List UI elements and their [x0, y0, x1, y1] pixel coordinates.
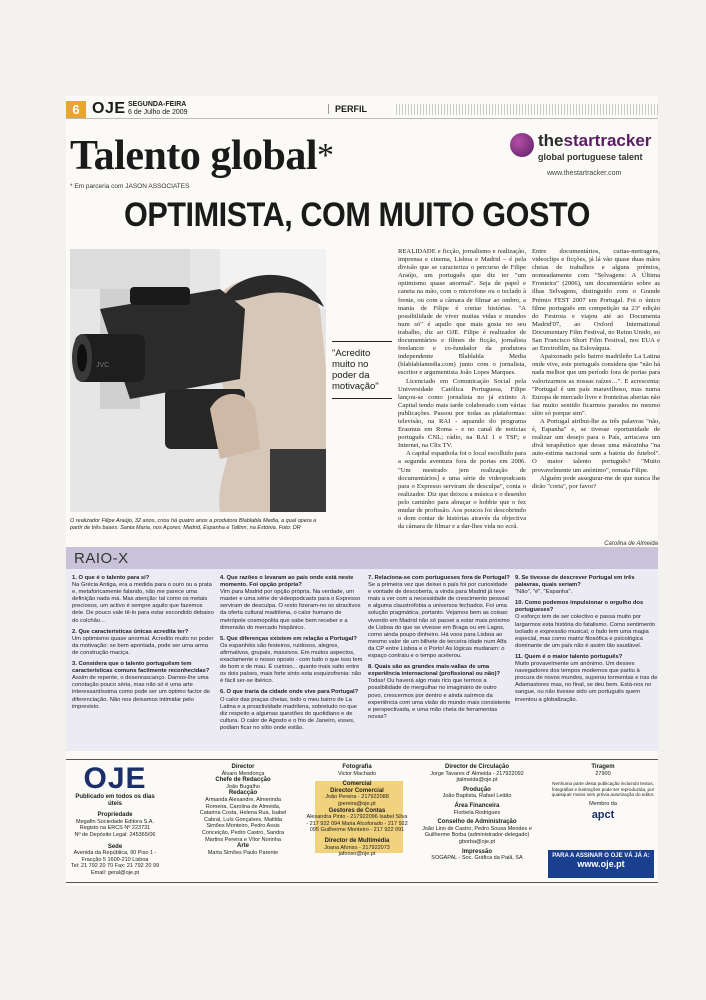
photo-credit: Foto: DR — [278, 525, 301, 531]
answer: Um optimismo quase anormal. Acredito muito no poder da motivação: se bem apontada, pode ser uma arma de construção maciça. — [72, 635, 214, 656]
answer: "Não", "é", "Espanha". — [515, 589, 573, 596]
issue-date — [128, 101, 188, 117]
subscribe-banner[interactable] — [548, 850, 654, 878]
comercial-heading: Comercial — [342, 781, 372, 788]
redaccao: Armanda Alexandre, Almerinda Romeira, Carolina de Almeida, Catarina Costa, Helena Rua, Isabel Cabral, Luís Gonçalves, Matilda Simões Monteiro, Pedro Assis Conceição, Pedro Castro, Sandra Martins Pereira e Vítor Norinha — [199, 796, 287, 843]
oje-masthead-logo: OJE — [83, 762, 147, 795]
gestores-heading: Gestores de Contas — [328, 807, 386, 814]
answer: Muito provavelmente um anónimo. Um desses navegadores dos tempos modernos que partiu à procura de novos mundos, superou tormentas e iras de Adamastores mas, no final, se deu bem. Está-nos no sangue, ou não tivesse sido um português quem inventou a globalização. — [515, 661, 658, 703]
email: Email: geral@oje.pt — [90, 869, 140, 876]
raio-x-column-4 — [515, 575, 658, 751]
erc-registry: Registo na ERCS Nº 223731 — [79, 825, 151, 832]
print: SOGAPAL - Soc. Gráfica da Paiã, SA — [431, 855, 523, 862]
weekday: SEGUNDA-FEIRA — [128, 101, 187, 108]
phone: Tel: 21 792 20 70 Fax: 21 792 20 99 — [70, 863, 160, 870]
paragraph: A Portugal atribui-lhe as três palavras "não, é, Espanha" e, se tivesse oportunidade de realizar um desejo para o País, arriscava um divã terapêutico que desse uma mãozinha "na auto-estima nacional sem a batota do futebol". O maior talento português? "Muito provavelmente um anónimo", remata Filipe. — [532, 417, 660, 474]
subscribe-label: PARA A ASSINAR O OJE VÁ JÁ A: — [552, 853, 650, 859]
article-column-2 — [532, 248, 660, 538]
arte: Marta Simões Paulo Parente — [207, 849, 279, 856]
prod: João Baptista, Rafael Leitão — [442, 793, 512, 800]
owner-heading: Propriedade — [97, 812, 133, 819]
page-number: 6 — [66, 101, 86, 118]
answer: Os espanhóis são festeiros, ruidosos, alegres, afirmativos, grupais, massivos. Em muitos aspectos, exactamente o nosso oposto - com tudo o que isso tem de bom e de mau. É curioso... quanto mais salto entre os dois países, mais forte sinto esta esquizofrenia: não é fácil ser-se ibérico. — [220, 642, 363, 685]
admin-heading: Conselho de Administração — [437, 819, 517, 826]
answer: O esforço tem de ser colectivo e passa muito por largarmos esta história do fatalismo. Como sentimento isolado e expressão musical, o fado tem uma magia especial, mas como matriz filosófica e psicológica dominante de um país não é assim tão saudável. — [515, 614, 656, 649]
fin-heading: Área Financeira — [454, 802, 500, 809]
owner: Megafin Sociedade Editora S.A. — [76, 818, 154, 825]
question: 11. Quem é o maior talento português? — [515, 653, 623, 660]
svg-text:JVC: JVC — [96, 362, 110, 369]
fin: Florbela Rodrigues — [453, 809, 501, 816]
kicker-text: Talento global — [70, 133, 318, 179]
article-photo — [70, 249, 326, 512]
startracker-emblem-icon — [510, 133, 534, 157]
raio-x-column-3 — [368, 575, 511, 751]
foto-heading: Fotografia — [342, 764, 372, 770]
paragraph: REALIDADE e ficção, jornalismo e realização, imprensa e cinema, Lisboa e Madrid – é pela divisão que se caracteriza o percurso de Filipe Araújo, um português que diz ter "um optimismo quase anormal". Seja de papel e caneta na mão, com o microfone ou o teclado à frente, ou com a câmara de filmar ao ombro, a mania de Filipe é contar histórias. "A possibilidade de viver muitas vidas e mundos num só" é aquilo que mais gosta no seu trabalho, diz ao OJE. Filipe é realizador de documentários e filmes de ficção, jornalista freelancer e co-fundador da produtora independente Blablabla Media (blablablamedia.com) junto com o jornalista, escritor e argumentista João Lopes Marques. — [398, 248, 526, 377]
paragraph: Licenciado em Comunicação Social pela Universidade Católica Portuguesa, Filipe lançou-se como jornalista no já extinto A Capital tendo mais tarde colaborado com várias publicações. Passou por todas as plataformas: televisão, na RAI - aquando do programa Erasmus em Roma - e no canal de notícias português CNL; rádio, na RAI 1 e TSF; e Internet, na Clix TV. — [398, 377, 526, 450]
address: Avenida da República, 90 Piso 1 - Fracção 5 1600-210 Lisboa — [73, 850, 157, 863]
oje-logo: OJE — [92, 100, 126, 117]
paragraph: Alguém pode assegurar-me de que nunca lhe dirão "corta", por favor? — [532, 474, 660, 490]
raio-x-column-2 — [220, 575, 363, 751]
brand-name — [538, 131, 651, 151]
question: 5. Que diferenças existem em relação a Portugal? — [220, 635, 357, 642]
dir-comercial-heading: Director Comercial — [330, 787, 384, 794]
answer: Na Grécia Antiga, era a medida para o ouro ou a prata e, metaforicamente falando, não me parece uma definição nada má. Mas atenção: tal como os metais preciosos, um activo é sempre aquilo que fazemos dele. De pouco vale tê-lo para estar escondido debaixo do colchão... — [72, 582, 214, 624]
brand-url: www.thestartracker.com — [547, 170, 622, 177]
legal-deposit: Nº de Depósito Legal: 245365/06 — [74, 831, 156, 838]
multimedia: Joana Afonso - 217922073 jafonso@oje.pt — [324, 844, 390, 858]
foto: Victor Machado — [337, 770, 377, 777]
paragraph: Apaixonado pelo bairro madrileño La Latina onde vive, este português considera que "não há nada melhor que um período fora de portas para valorizarmos as nossas raízes…". E acrescenta: "Portugal é um país maravilhoso, mas numa Europa de mercado livre e fronteiras abertas não faz muito sentido ficarmos parados no mesmo sítio só porque sim". — [532, 353, 660, 417]
gestores: Alexandra Pinto - 217922096 Isabel Silva - 217 922 094 Maria Alcoforado - 217 922 095 Guilherme Monteiro - 217 922 091 — [306, 814, 408, 834]
director-heading: Director — [231, 764, 255, 770]
answer: Assim de repente, o desenrascanço. Damos-lhe uma conotação pouco séria, mas não só é uma arte interessantíssima como pode ser um óptimo factor de diferenciação. Não nos deixamos intimidar pelo imprevisto. — [72, 675, 210, 710]
tagline: Publicado em todos os dias úteis — [75, 794, 155, 807]
raio-x-title: RAIO-X — [74, 550, 129, 567]
kicker-title — [70, 132, 334, 180]
raio-x-header — [66, 547, 658, 569]
answer: Se a primeira vez que deixei o país foi por curiosidade e vontade de descoberta, a vinda para Madrid já teve mais a ver com a necessidade de crescimento pessoal e alguma claustrofobia a universos fechados. Foi uma solução pragmática, portanto. Vejamos bem as coisas: vivendo em Madrid não só passei a estar mais próximo de Lisboa do que se vivesse em Braga ou em Lagos, como ainda poupo dinheiro. Há voos para Lisboa ao mesmo valor de um bilhete de terceira idade num Alfa da CP entre Lisboa e o Porto! As lógicas mudaram: o espaço contraiu e o tempo acelerou. — [368, 582, 510, 660]
question: 2. Que características únicas acredita ter? — [72, 628, 189, 635]
pull-quote: "Acredito muito no poder da motivação" — [332, 341, 392, 399]
masthead-editorial — [198, 764, 288, 856]
kicker-mark: * — [317, 137, 334, 174]
masthead-ownership — [70, 764, 160, 877]
copyright-notice: Nenhuma parte desta publicação incluindo textos, fotografias e ilustrações pode ser reproduzida, por quaisquer meios sem prévia autorização do editor. — [551, 781, 655, 798]
answer: Vim para Madrid por opção própria. Na verdade, um master e uma série de videopodcasts para o Expresso serviram de desculpa. O resto fizeram-no os atractivos da oferta cultural madrilena, o calor humano de metrópole cosmopolita que sabe bem receber e a dimensão do mercado hispânico. — [220, 589, 361, 631]
question: 3. Considera que o talento portuguêsm tem características comuns facilmente reconhecidas? — [72, 661, 210, 675]
answer: Todas! Ou haverá algo mais rico que termos a possibilidade de mergulhar no imaginário de outro povo, crescermos por dentro e ainda saírmos da experiência com uma visão do mundo mais consistente e perspectivada, e uma mão cheia de ferramentas novas? — [368, 678, 511, 720]
director: Álvaro Mendonça — [221, 770, 265, 777]
masthead-circulation — [548, 764, 658, 820]
seat-heading: Sede — [107, 843, 123, 850]
question: 6. O que traria da cidade onde vive para Portugal? — [220, 689, 359, 696]
article-column-1 — [398, 248, 526, 548]
photo-caption — [70, 518, 328, 532]
partner-note: * Em parceria com JASON ASSOCIATES — [70, 183, 190, 190]
question: 4. Que razões o levaram ao país onde está neste momento. Foi opção própria? — [220, 575, 354, 589]
admin: João Lino de Castro, Pedro Sousa Mendes e Guilherme Borba (administrador-delegado) gborba@oje.pt — [422, 825, 532, 845]
prod-heading: Produção — [463, 786, 491, 793]
date: 6 de Julho de 2009 — [128, 109, 188, 116]
dir-comercial: João Pereira - 217922088 jpereira@oje.pt — [325, 794, 389, 807]
chef: João Bugalho — [226, 783, 260, 790]
author-name: Carolina de Almeida — [604, 541, 658, 547]
arte-heading: Arte — [236, 843, 249, 850]
paragraph: A capital espanhola foi o local escolhido para a segunda aventura fora de portas em 2006. "Um mestrado jem realização de documentários] e uma série de videopodcasts para o Expresso serviram de desculpa", conta o realizador. Diz que deixou a música e o desenho pelo caminho para abraçar o hobbie que o fez mudar de profissão. Aos poucos foi descobrindo o dom contar de histórias através da objectiva da câmara de filmar e a dar-lhes vida no ecrã. — [398, 450, 526, 531]
question: 7. Relaciona-se com portugueses fora de Portugal? — [368, 575, 510, 581]
question: 8. Quais são as grandes mais-valias de uma experiência internacional (profissional ou não)? — [368, 664, 501, 678]
raio-x-column-1 — [72, 575, 215, 751]
cameraman-photo — [70, 249, 326, 512]
multimedia-heading: Director de Multimédia — [324, 837, 390, 844]
subscribe-url[interactable]: www.oje.pt — [577, 859, 625, 869]
circ-heading: Director de Circulação — [444, 764, 510, 770]
masthead-operations — [415, 764, 539, 862]
question: 1. O que é o talento para si? — [72, 575, 150, 581]
masthead-commercial — [306, 764, 408, 858]
brand-tagline: global portuguese talent — [538, 152, 643, 162]
question: 10. Como podemos impulsionar o orgulho dos portugueses? — [515, 600, 644, 614]
brand-name-b: startracker — [563, 131, 652, 150]
redaccao-heading: Redacção — [228, 790, 258, 797]
paragraph: Entre documentários, curtas-metragens, videoclips e ficções, já lá vão quase duas mãos cheias de trabalhos e alguns prémios, nomeadamente com "Selvagens: A Última Fronteira" (2006), um documentário sobre as ilhas Selvagens, distinguido com o Grande Prémio FEST 2007 em Portugal. Foi o único filme português em competição na 23ª edição do Festroia e viajou até ao Documenta Madrid'07, ao Oxford International Documentary Film Festival, no Reino Unido, ao San Francisco Short Film Festival, nos EUA e ao Envirofilm, na Eslováquia. — [532, 248, 660, 353]
chef-heading: Chefe de Redacção — [215, 777, 271, 784]
member-label: Membro da — [589, 800, 617, 807]
tiragem-heading: Tiragem — [591, 764, 615, 770]
header-rule — [396, 104, 658, 115]
apct-logo: apct — [591, 808, 615, 821]
article-headline: OPTIMISTA, COM MUITO GOSTO — [124, 196, 591, 234]
tiragem: 27900 — [595, 770, 611, 777]
brand-name-a: the — [538, 131, 564, 150]
section-label: PERFIL — [328, 104, 367, 114]
page-header — [66, 101, 658, 119]
startracker-logo — [510, 129, 658, 179]
print-heading: Impressão — [461, 848, 492, 855]
answer: O calor das praças cheias, todo o meu bairro de La Latina e a proactividade madrilena, sobretudo no que diz respeito a algumas questões do quotidiano e de cultura. O calor de Agosto e o frio de Janeiro, esses, podiam ficar no sítio onde estão. — [220, 696, 357, 731]
circ: Jorge Tavares d' Almeida - 217922092 jtalmeida@oje.pt — [430, 770, 524, 784]
question: 9. Se tivesse de descrever Portugal em três palavras, quais seriam? — [515, 575, 635, 589]
caption-text: O realizador Filipe Araújo, 32 anos, criou há quatro anos a produtora Blablabla Media, a qual opera a partir de três bases: Santa Maria, nos Açores; Madrid, Espanha e Tallinn, na Estónia. — [70, 518, 317, 531]
